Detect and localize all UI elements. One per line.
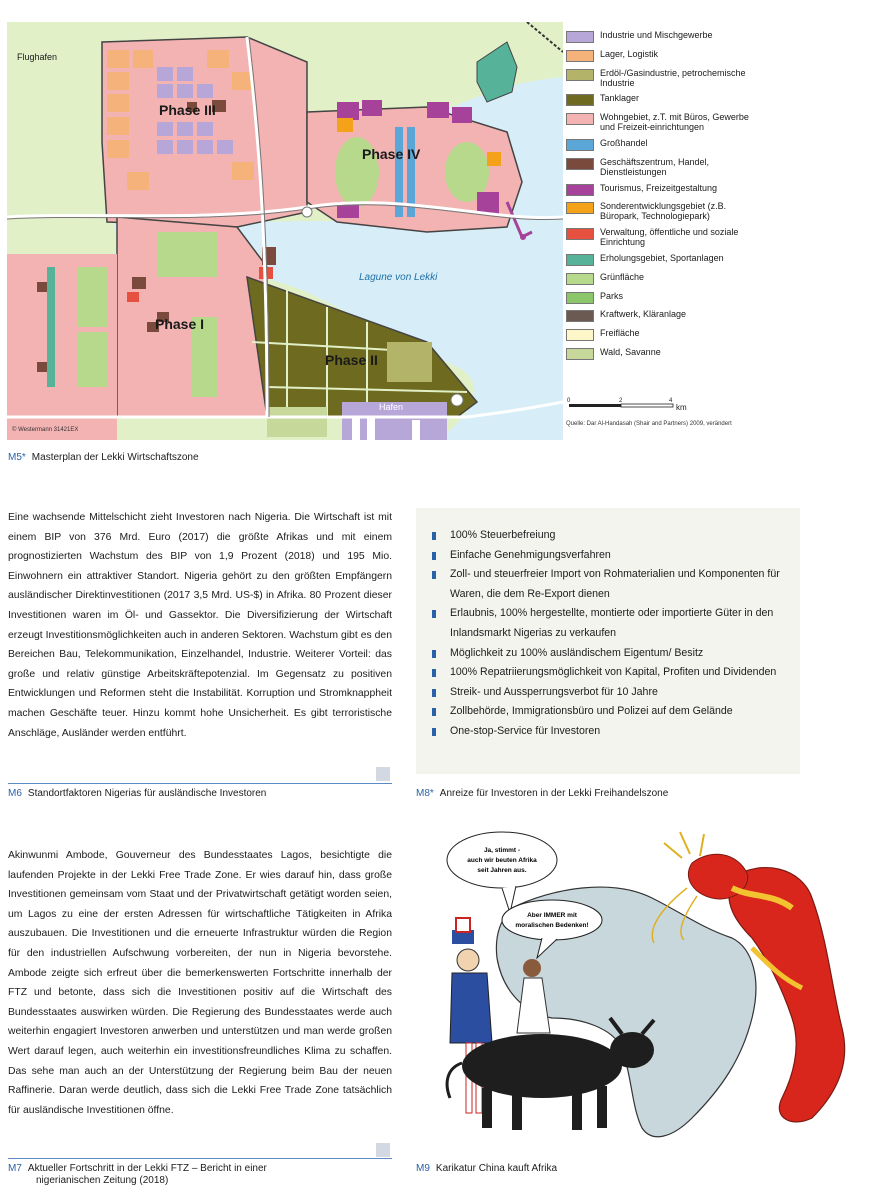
legend-swatch	[566, 31, 594, 43]
scale-two: 2	[619, 398, 623, 404]
legend-item	[566, 183, 766, 196]
map-legend	[566, 30, 766, 360]
legend-swatch	[566, 69, 594, 81]
legend-swatch	[566, 254, 594, 266]
incentive-item: Erlaubnis, 100% hergestellte, montierte oder importierte Güter in den Inlandsmarkt Nigerias zu verkaufen	[424, 604, 786, 643]
bubble2-line1: Aber IMMER mit	[527, 912, 577, 919]
caption-m9	[416, 1163, 557, 1175]
legend-label: Freifläche	[600, 328, 640, 339]
incentive-list	[424, 526, 786, 742]
incentive-item: 100% Repatriierungsmöglichkeit von Kapital, Profiten und Dividenden	[424, 663, 786, 683]
incentive-item: One-stop-Service für Investoren	[424, 722, 786, 742]
legend-item	[566, 93, 766, 106]
m7-text: Akinwunmi Ambode, Gouverneur des Bundesstaates Lagos, besichtigte die laufenden Projekte in der Lekki Free Trade Zone. Er wies darauf hin, dass große Investitionen gemeinsam vom Staat und der Privatwirtschaft getätigt worden seien, um Lagos zu eine der ersten Adressen für wirtschaftliche Tätigkeiten in Afrika auszubauen. Die Investitionen und die erneuerte Infrastruktur würden die Region für den industriellen Aufschwung vorbereiten, der nun in Nigeria bevorstehe. Ambode zeigte sich erfreut über die bemerkenswerten Fortschritte innerhalb der FTZ und betonte, dass sich die Investitionen positiv auf die Wirtschaft des Bundesstaates auswirken würden. Die Regierung des Bundesstaates werde auch weiterhin engagiert Investoren anwerben und unterstützen und man werde großen Wert darauf legen, auch weiterhin ein investitionsfreundliches Klima zu schaffen. Das sehe man auch an der Unterstützung der Regierung beim Bau der neuen Raffinerie. Daran werde deutlich, dass sich die Lekki Free Trade Zone tatsächlich für ausländische Investitionen öffne.	[8, 850, 392, 1116]
legend-label: Sonderentwicklungsgebiet (z.B. Büropark, Technologiepark)	[600, 201, 727, 222]
legend-label: Kraftwerk, Kläranlage	[600, 309, 687, 320]
legend-label: Wohngebiet, z.T. mit Büros, Gewerbe und Freizeit-einrichtungen	[600, 112, 749, 133]
legend-item	[566, 253, 766, 266]
legend-swatch	[566, 329, 594, 341]
scale-zero: 0	[567, 398, 571, 404]
legend-item	[566, 157, 766, 177]
caption-m8	[416, 788, 668, 800]
legend-label: Parks	[600, 290, 624, 301]
phase-3-label: Phase III	[159, 102, 216, 118]
airport-label: Flughafen	[17, 52, 58, 62]
legend-label: Tourismus, Freizeitgestaltung	[600, 182, 718, 193]
legend-swatch	[566, 158, 594, 170]
legend-label: Erholungsgebiet, Sportanlagen	[600, 252, 724, 263]
cartoon-graphic	[432, 818, 864, 1148]
bubble1-line3: seit Jahren aus.	[477, 867, 527, 874]
map-copyright: © Westermann 31421EX	[12, 427, 79, 433]
legend-item	[566, 138, 766, 151]
bubble2-line2: moralischen Bedenken!	[515, 922, 589, 929]
legend-item	[566, 309, 766, 322]
legend-label: Tanklager	[600, 93, 640, 104]
caption-m7-number: M7	[8, 1163, 22, 1174]
m8-incentives-box	[416, 508, 800, 774]
scale-four: 4	[669, 398, 673, 404]
legend-item	[566, 272, 766, 285]
legend-swatch	[566, 94, 594, 106]
legend-item	[566, 68, 766, 88]
caption-m7	[8, 1163, 267, 1187]
m7-end-marker	[376, 1143, 390, 1157]
scale-bar	[566, 398, 696, 418]
caption-m9-number: M9	[416, 1163, 430, 1174]
legend-item	[566, 201, 766, 221]
caption-m5-number: M5*	[8, 452, 26, 463]
legend-swatch	[566, 348, 594, 360]
legend-label: Erdöl-/Gasindustrie, petrochemische Industrie	[600, 67, 746, 88]
caption-m5-text: Masterplan der Lekki Wirtschaftszone	[31, 452, 199, 463]
legend-item	[566, 112, 766, 132]
legend-label: Industrie und Mischgewerbe	[600, 30, 713, 40]
caption-m7-text-line1: Aktueller Fortschritt in der Lekki FTZ – Bericht in einer	[27, 1163, 267, 1174]
legend-swatch	[566, 113, 594, 125]
caption-m8-text: Anreize für Investoren in der Lekki Freihandelszone	[439, 788, 669, 799]
incentive-item: Möglichkeit zu 100% ausländischem Eigentum/ Besitz	[424, 644, 786, 664]
m6-end-marker	[376, 767, 390, 781]
legend-label: Wald, Savanne	[600, 346, 661, 357]
legend-swatch	[566, 184, 594, 196]
scale-unit: km	[676, 403, 687, 412]
incentive-item: Zollbehörde, Immigrationsbüro und Polizei auf dem Gelände	[424, 702, 786, 722]
legend-swatch	[566, 50, 594, 62]
legend-item	[566, 227, 766, 247]
legend-item	[566, 347, 766, 360]
phase-2-label: Phase II	[325, 352, 378, 368]
bubble1-line2: auch wir beuten Afrika	[467, 857, 537, 864]
legend-swatch	[566, 228, 594, 240]
caption-m9-text: Karikatur China kauft Afrika	[435, 1163, 558, 1174]
phase-1-label: Phase I	[155, 316, 205, 332]
m6-rule	[8, 783, 392, 784]
legend-swatch	[566, 292, 594, 304]
legend-label: Grünfläche	[600, 271, 645, 282]
incentive-item: 100% Steuerbefreiung	[424, 526, 786, 546]
legend-label: Lager, Logistik	[600, 48, 659, 59]
harbor-label: Hafen	[379, 402, 404, 412]
caption-m6-number: M6	[8, 788, 22, 799]
legend-label: Verwaltung, öffentliche und soziale Einrichtung	[600, 227, 739, 248]
incentive-item: Streik- und Aussperrungsverbot für 10 Jahre	[424, 683, 786, 703]
map-graphic	[7, 22, 563, 440]
lagoon-label: Lagune von Lekki	[359, 272, 438, 283]
caption-m5	[8, 452, 199, 464]
phase-4-label: Phase IV	[362, 146, 421, 162]
caption-m6-text: Standortfaktoren Nigerias für ausländische Investoren	[27, 788, 267, 799]
legend-item	[566, 49, 766, 62]
legend-item	[566, 291, 766, 304]
legend-swatch	[566, 139, 594, 151]
legend-label: Großhandel	[600, 137, 648, 148]
cartoon-china-buys-africa	[432, 818, 864, 1148]
legend-swatch	[566, 202, 594, 214]
map-source: Quelle: Dar Al-Handasah (Shair and Partners) 2009, verändert	[566, 421, 732, 427]
legend-item	[566, 328, 766, 341]
caption-m8-number: M8*	[416, 788, 434, 799]
bubble1-line1: Ja, stimmt -	[483, 847, 521, 854]
m7-rule	[8, 1158, 392, 1159]
legend-label: Geschäftszentrum, Handel, Dienstleistungen	[600, 156, 710, 177]
incentive-item: Zoll- und steuerfreier Import von Rohmaterialien und Komponenten für Waren, die dem Re-Export dienen	[424, 565, 786, 604]
legend-item	[566, 30, 766, 43]
incentive-item: Einfache Genehmigungsverfahren	[424, 546, 786, 566]
caption-m7-text-line2: nigerianischen Zeitung (2018)	[36, 1175, 169, 1186]
m6-text: Eine wachsende Mittelschicht zieht Investoren nach Nigeria. Die Wirtschaft ist mit einem BIP von 376 Mrd. Euro (2017) die größte Afrikas und mit einem prognostizierten Wachstum des BIP von 1,9 Prozent (2018) und 195 Mio. Einwohnern ein attraktiver Standort. Nigeria gehört zu den größten Empfängern ausländischer Direktinvestitionen (2017 3,5 Mrd. US-$) in Afrika. 80 Prozent dieser Investitionen waren im Öl- und Gassektor. Die Diversifizierung der Wirtschaft erzeugt Investitionsmöglichkeiten auch in anderen Sektoren. Wachstum gibt es den Bereichen Bau, Telekommunikation, Einzelhandel, Industrie. Weiterer Vorteil: das große und relativ günstige Arbeitskräftepotenzial. Im Gegensatz zu positiven Entwicklungen und Reformen steht die Instabilität. Korruption und Stromknappheit machen Geschäfte teuer. Hinzu kommt hohe Unsicherheit. Es gibt terroristische Anschläge, Ausländer werden entführt.	[8, 512, 392, 739]
caption-m6	[8, 788, 266, 800]
legend-swatch	[566, 310, 594, 322]
legend-swatch	[566, 273, 594, 285]
masterplan-map	[7, 22, 563, 440]
